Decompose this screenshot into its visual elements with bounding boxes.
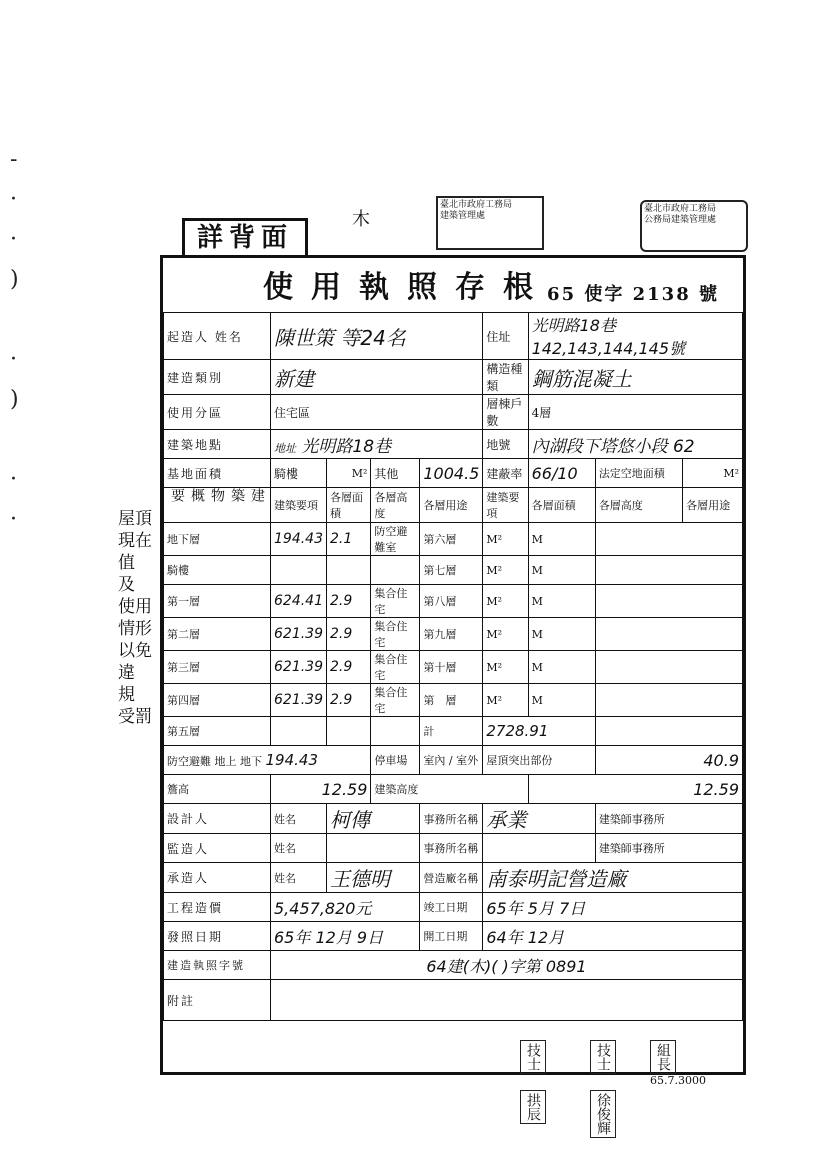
- official-stamp-a: [436, 196, 544, 250]
- other-value: 1004.5: [420, 459, 483, 488]
- address-label: 住址: [483, 313, 528, 360]
- building-height-value: 12.59: [528, 775, 742, 804]
- legal-open-label: 法定空地面積: [595, 459, 682, 488]
- floor-use-right: [595, 523, 742, 556]
- side-note: [118, 508, 170, 728]
- permit-number: 65 使字 2138 號: [547, 284, 719, 305]
- floor-row: [164, 585, 743, 618]
- supervisor-suffix: 建築師事務所: [595, 834, 742, 863]
- col-header: 建築要項: [483, 488, 528, 523]
- floor-height: 2.1: [327, 523, 371, 556]
- cost-value: 5,457,820元: [271, 893, 420, 922]
- issue-value: 65年 12月 9日: [271, 922, 420, 951]
- floor-area-right: M²: [483, 585, 528, 618]
- floor-area: [271, 717, 327, 746]
- form-title: 使用執照存根: [263, 270, 551, 305]
- permit-stub-form: [160, 255, 746, 1075]
- official-stamp-b: [640, 200, 748, 252]
- floors-label: 層棟戶數: [483, 395, 528, 430]
- floor-height: 2.9: [327, 684, 371, 717]
- floor-use: 集合住宅: [371, 618, 420, 651]
- floor-height-right: M: [528, 618, 595, 651]
- col-header: 各層高度: [371, 488, 420, 523]
- col-header: 各層用途: [420, 488, 483, 523]
- floor-use-right: [595, 717, 742, 746]
- site-addr-value: 光明路18巷: [301, 436, 392, 457]
- roof-label: 屋頂突出部份: [483, 746, 595, 775]
- side-note-line: 屋頂: [118, 509, 152, 529]
- cost-label: 工程造價: [164, 893, 271, 922]
- shelter-above: 地上: [214, 755, 237, 768]
- building-type-label: 建造類別: [164, 360, 271, 395]
- designer-office: 承業: [483, 804, 595, 834]
- floor-rows: [164, 523, 743, 746]
- designer-name: 柯傳: [327, 804, 420, 834]
- builder-label: 起造人 姓名: [164, 313, 271, 360]
- site-addr-label: 地址: [274, 441, 296, 455]
- floor-name-right: 第七層: [420, 556, 483, 585]
- floor-name: 騎樓: [164, 556, 271, 585]
- parking-label: 停車場: [371, 746, 420, 775]
- detail-back-tag: 詳背面: [182, 218, 308, 258]
- floor-area-right: M²: [483, 556, 528, 585]
- floor-row: [164, 684, 743, 717]
- total-area: 2728.91: [483, 717, 595, 746]
- designer-label: 設計人: [164, 804, 271, 834]
- use-zone-value: 住宅區: [271, 395, 483, 430]
- coverage-label: 建蔽率: [483, 459, 528, 488]
- floor-height-right: M: [528, 684, 595, 717]
- floor-name: 地下層: [164, 523, 271, 556]
- stamp-inspector-a: 技士: [520, 1040, 546, 1074]
- complete-label: 竣工日期: [420, 893, 483, 922]
- floor-area: 624.41: [271, 585, 327, 618]
- parking-in: 室內: [423, 754, 446, 767]
- address-value: 光明路18巷142,143,144,145號: [528, 313, 742, 360]
- shelter-cell: [164, 746, 371, 775]
- stamp-b-line: 公務局建築管理處: [644, 215, 717, 225]
- floor-area-right: M²: [483, 618, 528, 651]
- floor-use: [371, 556, 420, 585]
- floor-row: [164, 618, 743, 651]
- coverage-value: 66/10: [528, 459, 595, 488]
- floor-height: 2.9: [327, 585, 371, 618]
- floor-use: 集合住宅: [371, 585, 420, 618]
- site-lot-label: 地號: [483, 430, 528, 459]
- contractor-name: 王德明: [327, 863, 420, 893]
- floor-area: 621.39: [271, 684, 327, 717]
- floor-name-right: 第 層: [420, 684, 483, 717]
- floor-use: 防空避難室: [371, 523, 420, 556]
- site-label: 建築地點: [164, 430, 271, 459]
- use-zone-label: 使用分區: [164, 395, 271, 430]
- contractor-firm: 南泰明記營造廠: [483, 863, 743, 893]
- floor-height-right: M: [528, 523, 595, 556]
- top-mark: 木: [352, 209, 370, 230]
- arcade-unit: M²: [327, 459, 371, 488]
- floor-use-right: [595, 556, 742, 585]
- floor-name: 第三層: [164, 651, 271, 684]
- floor-row: [164, 556, 743, 585]
- shelter-below-value: 194.43: [265, 751, 318, 769]
- supervisor-name: [327, 834, 420, 863]
- floor-name: 第四層: [164, 684, 271, 717]
- remark-label: 附註: [164, 980, 271, 1021]
- building-summary-label: 建築物概要: [164, 488, 271, 523]
- floor-area-right: M²: [483, 651, 528, 684]
- floor-use: [371, 717, 420, 746]
- floor-row: [164, 717, 743, 746]
- permit-ref-value: 64建(木)( )字第 0891: [271, 951, 743, 980]
- floor-area: [271, 556, 327, 585]
- floor-height-right: M: [528, 585, 595, 618]
- contractor-label: 承造人: [164, 863, 271, 893]
- floor-row: [164, 651, 743, 684]
- other-label: 其他: [371, 459, 420, 488]
- site-address: [271, 430, 483, 459]
- floor-use-right: [595, 585, 742, 618]
- eaves-label: 簷高: [164, 775, 271, 804]
- col-header: 建築要項: [271, 488, 327, 523]
- shelter-below: 地下: [240, 755, 262, 768]
- col-header: 各層面積: [528, 488, 595, 523]
- contractor-firm-label: 營造廠名稱: [420, 863, 483, 893]
- bottom-stamps: [470, 1030, 750, 1150]
- floor-name-right: 計: [420, 717, 483, 746]
- floor-area: 621.39: [271, 651, 327, 684]
- floor-use: 集合住宅: [371, 684, 420, 717]
- side-note-line: 違: [118, 663, 135, 683]
- floor-use: 集合住宅: [371, 651, 420, 684]
- floor-height-right: M: [528, 651, 595, 684]
- site-lot-value: 內湖段下塔悠小段 62: [528, 430, 742, 459]
- floors-value: 4層: [528, 395, 742, 430]
- eaves-value: 12.59: [271, 775, 371, 804]
- form-table: [163, 312, 743, 1021]
- area-label: 基地面積: [164, 459, 271, 488]
- legal-open-unit: M²: [683, 459, 743, 488]
- issue-label: 發照日期: [164, 922, 271, 951]
- stamp-name-b: 徐俊輝: [590, 1090, 616, 1138]
- floor-use-right: [595, 651, 742, 684]
- floor-name-right: 第九層: [420, 618, 483, 651]
- side-note-line: 值: [118, 553, 135, 573]
- floor-name-right: 第十層: [420, 651, 483, 684]
- col-header: 各層面積: [327, 488, 371, 523]
- builder-value: 陳世策 等24名: [271, 313, 483, 360]
- parking-out: 室外: [456, 754, 479, 767]
- shelter-label: 防空避難: [167, 755, 211, 768]
- floor-area: 194.43: [271, 523, 327, 556]
- col-header: 各層高度: [595, 488, 682, 523]
- supervisor-office-label: 事務所名稱: [420, 834, 483, 863]
- stamp-b-line: 臺北市政府工務局: [644, 204, 717, 214]
- supervisor-name-label: 姓名: [271, 834, 327, 863]
- side-note-line: 以免: [118, 641, 152, 661]
- floor-height: 2.9: [327, 618, 371, 651]
- supervisor-label: 監造人: [164, 834, 271, 863]
- floor-use-right: [595, 618, 742, 651]
- supervisor-office: [483, 834, 595, 863]
- floor-height: 2.9: [327, 651, 371, 684]
- stamp-date: 65.7.3000: [650, 1074, 706, 1087]
- arcade-label: 騎樓: [271, 459, 327, 488]
- floor-name: 第一層: [164, 585, 271, 618]
- complete-value: 65年 5月 7日: [483, 893, 743, 922]
- side-note-line: 使用: [118, 597, 152, 617]
- structure-value: 鋼筋混凝土: [528, 360, 742, 395]
- structure-label: 構造種類: [483, 360, 528, 395]
- floor-height: [327, 717, 371, 746]
- side-note-line: 規: [118, 685, 135, 705]
- stamp-name-a: 拱辰: [520, 1090, 546, 1124]
- side-note-line: 現在: [118, 531, 152, 551]
- side-note-line: 情形: [118, 619, 152, 639]
- floor-use-right: [595, 684, 742, 717]
- side-note-line: 受罰: [118, 707, 152, 727]
- remark-value: [271, 980, 743, 1021]
- designer-office-label: 事務所名稱: [420, 804, 483, 834]
- col-header: 各層用途: [683, 488, 743, 523]
- floor-area-right: M²: [483, 523, 528, 556]
- building-height-label: 建築高度: [371, 775, 528, 804]
- start-label: 開工日期: [420, 922, 483, 951]
- start-value: 64年 12月: [483, 922, 743, 951]
- permit-ref-label: 建造執照字號: [164, 951, 271, 980]
- floor-area-right: M²: [483, 684, 528, 717]
- side-note-line: 及: [118, 575, 135, 595]
- floor-name: 第二層: [164, 618, 271, 651]
- stamp-a-line: 建築管理處: [440, 211, 486, 221]
- margin-marks: - · · ) · ) · ·: [10, 147, 19, 532]
- parking-cell: 室內 / 室外: [420, 746, 483, 775]
- floor-name-right: 第六層: [420, 523, 483, 556]
- stamp-a-line: 臺北市政府工務局: [440, 200, 513, 210]
- floor-height-right: M: [528, 556, 595, 585]
- designer-name-label: 姓名: [271, 804, 327, 834]
- floor-name-right: 第八層: [420, 585, 483, 618]
- roof-value: 40.9: [595, 746, 742, 775]
- floor-height: [327, 556, 371, 585]
- floor-area: 621.39: [271, 618, 327, 651]
- designer-suffix: 建築師事務所: [595, 804, 742, 834]
- floor-name: 第五層: [164, 717, 271, 746]
- building-type-value: 新建: [271, 360, 483, 395]
- stamp-inspector-b: 技士: [590, 1040, 616, 1074]
- stamp-chief: 組長: [650, 1040, 676, 1074]
- contractor-name-label: 姓名: [271, 863, 327, 893]
